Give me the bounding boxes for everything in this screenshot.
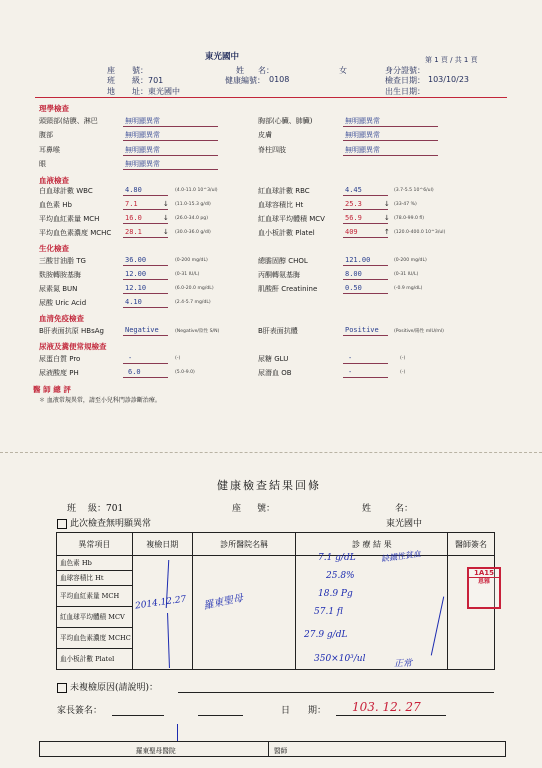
header-recheck-date: 複檢日期 bbox=[132, 533, 192, 556]
header-result: 診 療 結 果 bbox=[296, 533, 448, 556]
blood-range: (4.0-11.0 10^3/ul) bbox=[175, 188, 218, 193]
low-flag-icon: ↓ bbox=[384, 214, 390, 222]
doctor-seal-code: 1A15 bbox=[469, 569, 499, 578]
biochem-range: (0-200 mg/dL) bbox=[175, 258, 208, 263]
blood-label: 平均血紅素量 MCH bbox=[39, 215, 100, 223]
header-abnormal-item: 異常項目 bbox=[57, 533, 133, 556]
blood-value: 7.1 bbox=[125, 200, 138, 208]
immune-section-title: 血清免疫檢查 bbox=[39, 314, 84, 323]
underline bbox=[343, 293, 388, 294]
sign-date-label: 日 期： bbox=[281, 706, 327, 716]
blood-range-right: (120.0-400.0 10^3/ul) bbox=[394, 230, 446, 235]
handwritten-result: 18.9 Pg bbox=[318, 589, 353, 599]
blood-range: (26.0-34.0 pg) bbox=[175, 216, 208, 221]
no-abnormal-label: 此次檢查無明顯異常 bbox=[70, 519, 152, 529]
physical-value: 無明顯異常 bbox=[125, 160, 160, 168]
addr-label-2: 址：東光國中 bbox=[132, 87, 180, 96]
header-clinic: 診所醫院名稱 bbox=[192, 533, 296, 556]
recheck-table bbox=[56, 532, 495, 670]
blood-range-right: (3.7-5.5 10^6/ul) bbox=[394, 188, 434, 193]
date-value: 103/10/23 bbox=[428, 75, 470, 84]
biochem-label: 麩胺轉胺基脢 bbox=[39, 271, 81, 279]
handwritten-clinic: 羅東聖母 bbox=[202, 592, 245, 612]
parent-sign-line[interactable] bbox=[112, 715, 164, 716]
physical-label-right: 皮膚 bbox=[258, 131, 272, 139]
blood-range: (11.0-15.3 g/dl) bbox=[175, 202, 211, 207]
report-school: 東光國中 bbox=[205, 52, 240, 62]
summary-section-title: 醫 師 總 評 bbox=[33, 385, 71, 394]
urine-label-right: 尿糖 GLU bbox=[258, 355, 289, 363]
biochem-range: (6.0-20.0 mg/dL) bbox=[175, 286, 214, 291]
blood-label-right: 紅血球計數 RBC bbox=[258, 187, 310, 195]
blood-value-right: 56.9 bbox=[345, 214, 362, 222]
summary-text: ＊ 血液常規異常，請至小兒科門診診斷治療。 bbox=[39, 397, 161, 404]
underline bbox=[343, 237, 388, 238]
physical-label: 耳鼻喉 bbox=[39, 146, 60, 154]
name-label-2: 名： bbox=[258, 66, 274, 75]
underline bbox=[123, 279, 168, 280]
cut-line bbox=[0, 452, 542, 453]
underline bbox=[343, 223, 388, 224]
slip-name-value: 名： bbox=[395, 504, 414, 514]
no-recheck-checkbox[interactable] bbox=[57, 683, 67, 693]
underline bbox=[123, 307, 168, 308]
birth-label: 出生日期： bbox=[385, 87, 425, 96]
urine-label-right: 尿潛血 OB bbox=[258, 369, 292, 377]
class-label-2: 級：701 bbox=[132, 76, 164, 85]
underline bbox=[123, 169, 218, 170]
class-label: 班 bbox=[107, 76, 115, 85]
clinic-cell[interactable] bbox=[192, 556, 296, 670]
underline bbox=[343, 126, 438, 127]
biochem-range: (0-31 IU/L) bbox=[175, 272, 200, 277]
physical-label: 眼 bbox=[39, 160, 46, 168]
physical-value: 無明顯異常 bbox=[125, 131, 160, 139]
underline bbox=[123, 265, 168, 266]
slip-seat-label: 座 bbox=[232, 504, 242, 514]
footer-hospital: 羅東聖母醫院 bbox=[136, 747, 176, 755]
underline bbox=[123, 377, 168, 378]
page-info: 第 1 頁 / 共 1 頁 bbox=[425, 56, 478, 64]
parent-sign-label: 家長簽名： bbox=[57, 706, 103, 716]
seat-label: 座 bbox=[107, 66, 115, 75]
hbsag-value: Negative bbox=[125, 326, 159, 334]
blood-section-title: 血液檢查 bbox=[39, 176, 69, 185]
blood-value: 4.80 bbox=[125, 186, 142, 194]
underline bbox=[343, 140, 438, 141]
physical-value: 無明顯異常 bbox=[125, 146, 160, 154]
urine-range-right: (-) bbox=[400, 370, 406, 375]
code-value: 0108 bbox=[269, 75, 290, 84]
handwritten-recheck-date: 2014.12.27 bbox=[134, 594, 187, 612]
urine-label: 尿液酸度 PH bbox=[39, 369, 79, 377]
handwritten-result: 25.8% bbox=[326, 571, 355, 581]
physical-label-right: 胸部(心臟、肺臟) bbox=[258, 117, 313, 125]
hbsag-label: B肝表面抗原 HBsAg bbox=[39, 327, 104, 335]
blood-value: 16.0 bbox=[125, 214, 142, 222]
low-flag-icon: ↓ bbox=[163, 214, 169, 222]
urine-label: 尿蛋白質 Pro bbox=[39, 355, 81, 363]
abnormal-item: 平均血紅素量 MCH bbox=[57, 586, 133, 607]
name-label: 姓 bbox=[236, 66, 244, 75]
header-rule bbox=[35, 97, 507, 98]
underline bbox=[343, 279, 388, 280]
handwritten-result: 350×10³/ul bbox=[314, 654, 366, 664]
underline bbox=[123, 363, 168, 364]
low-flag-icon: ↓ bbox=[163, 200, 169, 208]
handwritten-result: 27.9 g/dL bbox=[304, 630, 348, 640]
abnormal-item: 平均血色素濃度 MCHC bbox=[57, 628, 133, 649]
no-abnormal-checkbox[interactable] bbox=[57, 519, 67, 529]
blood-label-right: 紅血球平均體積 MCV bbox=[258, 215, 325, 223]
biochem-value: 36.00 bbox=[125, 256, 147, 264]
addr-label: 地 bbox=[107, 87, 115, 96]
urine-range-right: (-) bbox=[400, 356, 406, 361]
urine-value: - bbox=[128, 354, 133, 362]
doctor-seal-name: 恩雅 bbox=[477, 578, 490, 585]
biochem-label: 尿酸 Uric Acid bbox=[39, 299, 87, 307]
handwritten-note: 缺鐵性貧血 bbox=[380, 549, 422, 564]
underline bbox=[123, 223, 168, 224]
hbsag-range: (Negative/陰性 S/N) bbox=[175, 329, 220, 334]
slip-class-label: 班 bbox=[67, 504, 77, 514]
handwritten-result: 7.1 g/dL bbox=[318, 553, 356, 563]
urine-section-title: 尿液及糞便常規檢查 bbox=[39, 342, 107, 351]
blood-label-right: 血小板計數 Platel bbox=[258, 229, 315, 237]
underline bbox=[123, 237, 168, 238]
urine-value-right: - bbox=[348, 354, 353, 362]
underline bbox=[123, 140, 218, 141]
high-flag-icon: ↑ bbox=[384, 228, 390, 236]
blood-label: 白血球計數 WBC bbox=[39, 187, 93, 195]
footer-box bbox=[39, 741, 506, 757]
abnormal-item: 血小板計數 Platel bbox=[57, 649, 133, 670]
low-flag-icon: ↓ bbox=[384, 200, 390, 208]
blood-label: 血色素 Hb bbox=[39, 201, 72, 209]
date-label: 檢查日期： bbox=[385, 76, 425, 85]
sign-date-line[interactable] bbox=[336, 715, 446, 716]
blood-value: 28.1 bbox=[125, 228, 142, 236]
underline bbox=[123, 293, 168, 294]
biochem-range: (2.4-5.7 mg/dL) bbox=[175, 300, 211, 305]
parent-sign-line[interactable] bbox=[198, 715, 243, 716]
biochem-section-title: 生化檢查 bbox=[39, 244, 69, 253]
underline bbox=[123, 335, 168, 336]
biochem-label: 三酸甘油脂 TG bbox=[39, 257, 86, 265]
physical-label: 頭頸部(結膜、淋巴 bbox=[39, 117, 98, 125]
recheck-date-cell[interactable] bbox=[132, 556, 192, 670]
physical-label: 腹部 bbox=[39, 131, 53, 139]
underline bbox=[343, 195, 388, 196]
underline bbox=[343, 335, 388, 336]
physical-value-right: 無明顯異常 bbox=[345, 146, 380, 154]
biochem-label-right: 肌酸酐 Creatinine bbox=[258, 285, 318, 293]
urine-range: (-) bbox=[175, 356, 181, 361]
hbs-antibody-label: B肝表面抗體 bbox=[258, 327, 298, 335]
blood-range-right: (33-47 %) bbox=[394, 202, 417, 207]
gender: 女 bbox=[339, 66, 347, 75]
slip-name-label: 姓 bbox=[362, 504, 372, 514]
footer-doctor: 醫師 bbox=[274, 747, 288, 755]
urine-value-right: - bbox=[348, 368, 353, 376]
handwritten-mark bbox=[177, 724, 178, 742]
physical-value-right: 無明顯異常 bbox=[345, 131, 380, 139]
physical-section-title: 理學檢查 bbox=[39, 104, 69, 113]
hbs-antibody-value: Positive bbox=[345, 326, 379, 334]
biochem-value-right: 8.00 bbox=[345, 270, 362, 278]
handwritten-note: 正常 bbox=[394, 659, 413, 669]
biochem-value: 12.10 bbox=[125, 284, 147, 292]
biochem-label: 尿素氮 BUN bbox=[39, 285, 78, 293]
underline bbox=[343, 377, 388, 378]
biochem-range-right: (0-31 IU/L) bbox=[394, 272, 419, 277]
blood-label-right: 血球容積比 Ht bbox=[258, 201, 304, 209]
underline bbox=[123, 155, 218, 156]
biochem-value: 4.10 bbox=[125, 298, 142, 306]
slip-title: 健康檢查結果回條 bbox=[217, 479, 321, 492]
handwritten-sign-date: 103. 12. 27 bbox=[352, 700, 421, 714]
underline bbox=[123, 209, 168, 210]
blood-value-right: 25.3 bbox=[345, 200, 362, 208]
urine-range: (5.0-9.0) bbox=[175, 370, 195, 375]
blood-value-right: 409 bbox=[345, 228, 358, 236]
abnormal-item: 血色素 Hb bbox=[57, 556, 133, 571]
abnormal-item: 紅血球平均體積 MCV bbox=[57, 607, 133, 628]
biochem-value-right: 0.50 bbox=[345, 284, 362, 292]
underline bbox=[343, 155, 438, 156]
biochem-value-right: 121.00 bbox=[345, 256, 371, 264]
low-flag-icon: ↓ bbox=[163, 228, 169, 236]
underline bbox=[343, 209, 388, 210]
id-label: 身分證號： bbox=[385, 66, 425, 75]
underline bbox=[343, 265, 388, 266]
blood-range: (30.0-36.0 g/dl) bbox=[175, 230, 211, 235]
slip-school: 東光國中 bbox=[386, 519, 423, 529]
blood-label: 平均血色素濃度 MCHC bbox=[39, 229, 112, 237]
urine-value: 6.0 bbox=[128, 368, 141, 376]
biochem-range-right: (-0.9 mg/dL) bbox=[394, 286, 423, 291]
underline bbox=[343, 363, 388, 364]
physical-value: 無明顯異常 bbox=[125, 117, 160, 125]
physical-value-right: 無明顯異常 bbox=[345, 117, 380, 125]
biochem-label-right: 總膽固醇 CHOL bbox=[258, 257, 308, 265]
code-label: 健康編號： bbox=[225, 76, 265, 85]
no-abnormal-option[interactable] bbox=[57, 516, 151, 529]
underline bbox=[123, 126, 218, 127]
biochem-label-right: 丙酮轉氨基脢 bbox=[258, 271, 300, 279]
slip-class-value: 級：701 bbox=[88, 504, 124, 514]
slip-seat-value: 號： bbox=[257, 504, 276, 514]
recheck-header-row bbox=[57, 533, 495, 556]
blood-value-right: 4.45 bbox=[345, 186, 362, 194]
table-row bbox=[57, 556, 495, 571]
seat-label-2: 號： bbox=[132, 66, 148, 75]
blood-range-right: (78.0-99.0 fl) bbox=[394, 216, 425, 221]
no-recheck-option[interactable] bbox=[57, 680, 158, 693]
physical-label-right: 脊柱四肢 bbox=[258, 146, 286, 154]
hbs-antibody-range: (Positive/陽性 mIU/ml) bbox=[394, 329, 444, 334]
biochem-range-right: (0-200 mg/dL) bbox=[394, 258, 427, 263]
doctor-seal bbox=[467, 567, 501, 609]
underline bbox=[123, 195, 168, 196]
no-recheck-reason-line[interactable] bbox=[178, 692, 494, 693]
abnormal-item: 血球容積比 Ht bbox=[57, 571, 133, 586]
no-recheck-label: 未複檢原因(請說明)： bbox=[70, 683, 159, 693]
biochem-value: 12.00 bbox=[125, 270, 147, 278]
footer-divider bbox=[268, 741, 269, 757]
header-doctor-sign: 醫師簽名 bbox=[448, 533, 495, 556]
handwritten-result: 57.1 fl bbox=[314, 607, 343, 617]
